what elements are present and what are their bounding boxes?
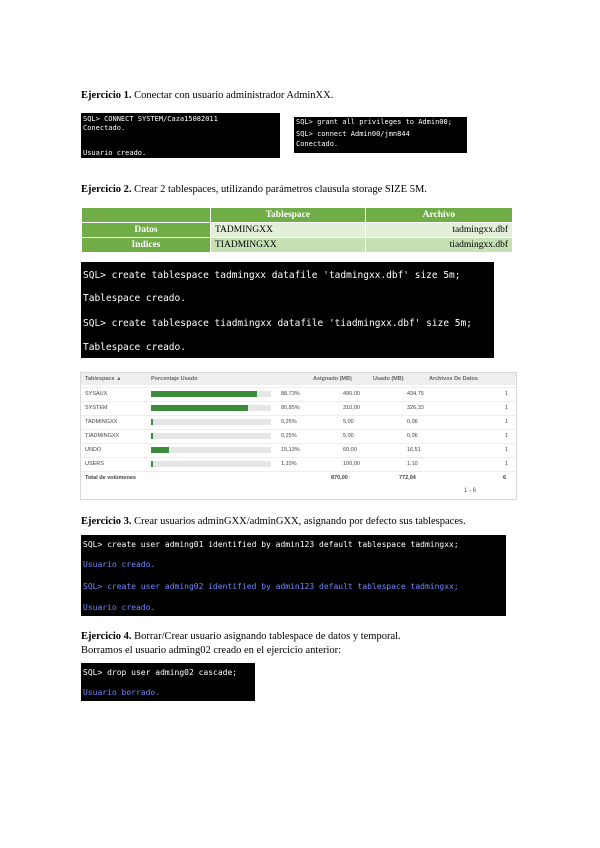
terminal-line: Usuario borrado. bbox=[83, 688, 161, 697]
terminal-line: SQL> drop user adming02 cascade; bbox=[83, 668, 238, 677]
used-mb: 16,51 bbox=[407, 447, 421, 453]
terminal-create-tablespaces bbox=[81, 262, 494, 358]
tablespace-link[interactable]: UNDO bbox=[85, 447, 102, 453]
usage-percent: 88,73% bbox=[281, 391, 300, 397]
tablespace-usage-panel bbox=[80, 372, 517, 500]
ejercicio-4-number: Ejercicio 4. bbox=[81, 631, 132, 642]
usage-row bbox=[81, 457, 516, 470]
usage-bar bbox=[151, 461, 271, 467]
datafile-count: 1 bbox=[505, 433, 509, 439]
row-label: Indices bbox=[82, 238, 211, 253]
ejercicio-2-heading bbox=[81, 183, 427, 196]
allocated-mb: 60,00 bbox=[343, 447, 357, 453]
usage-row bbox=[81, 387, 516, 400]
col-files[interactable]: Archivos De Datos bbox=[429, 376, 478, 382]
tablespace-link[interactable]: SYSAUX bbox=[85, 391, 108, 397]
pager[interactable]: 1 - 6 bbox=[463, 488, 476, 494]
usage-bar-fill bbox=[151, 461, 153, 467]
terminal-grant-admin bbox=[294, 117, 467, 153]
usage-percent: 1,10% bbox=[281, 461, 297, 467]
used-mb: 434,75 bbox=[407, 391, 424, 397]
usage-bar-fill bbox=[151, 419, 153, 425]
ejercicio-1-heading bbox=[81, 89, 333, 102]
ejercicio-3-text: Crear usuarios adminGXX/adminGXX, asignando por defecto sus tablespaces. bbox=[131, 516, 466, 527]
terminal-line: SQL> create tablespace tadmingxx datafile 'tadmingxx.dbf' size 5m; bbox=[83, 270, 461, 281]
terminal-drop-user bbox=[81, 663, 255, 701]
allocated-mb: 100,00 bbox=[343, 461, 360, 467]
ejercicio-1-text: Conectar con usuario administrador AdminXX. bbox=[131, 90, 334, 101]
usage-row bbox=[81, 443, 516, 456]
terminal-line: SQL> create user adming01 identified by admin123 default tablespace tadmingxx; bbox=[83, 540, 459, 549]
total-label: Total de volúmenes bbox=[85, 475, 136, 481]
usage-bar bbox=[151, 419, 271, 425]
terminal-line: SQL> connect Admin00/jmn844 bbox=[296, 130, 410, 138]
table-row bbox=[82, 223, 513, 238]
total-used: 772,04 bbox=[399, 475, 416, 481]
ejercicio-1-number: Ejercicio 1. bbox=[81, 90, 132, 101]
usage-bar-fill bbox=[151, 433, 153, 439]
terminal-line: Usuario creado. bbox=[83, 149, 147, 157]
usage-bar-fill bbox=[151, 391, 257, 397]
tablespace-link[interactable]: USERS bbox=[85, 461, 104, 467]
ejercicio-2-text: Crear 2 tablespaces, utilizando parámetros clausula storage SIZE 5M. bbox=[131, 184, 427, 195]
usage-total-row bbox=[81, 471, 516, 484]
allocated-mb: 5,00 bbox=[343, 433, 354, 439]
tablespace-link[interactable]: SYSTEM bbox=[85, 405, 108, 411]
total-alloc: 870,00 bbox=[331, 475, 348, 481]
datafile-count: 1 bbox=[505, 447, 509, 453]
table-row bbox=[82, 238, 513, 253]
terminal-line: Usuario creado. bbox=[83, 603, 156, 612]
terminal-line: SQL> create user adming02 identified by admin123 default tablespace tadmingxx; bbox=[83, 582, 459, 591]
datafile-count: 1 bbox=[505, 461, 509, 467]
col-pct[interactable]: Porcentaje Usado bbox=[151, 376, 198, 382]
ejercicio-4-subtext: Borramos el usuario adming02 creado en el ejercicio anterior: bbox=[81, 645, 342, 656]
header-tablespace: Tablespace bbox=[211, 208, 366, 223]
tablespace-table-header bbox=[82, 208, 513, 223]
terminal-connect-system bbox=[81, 113, 280, 158]
usage-percent: 0,25% bbox=[281, 419, 297, 425]
usage-row bbox=[81, 415, 516, 428]
ejercicio-3-number: Ejercicio 3. bbox=[81, 516, 132, 527]
used-mb: 1,10 bbox=[407, 461, 418, 467]
terminal-line: SQL> CONNECT SYSTEM/Caza15082011 bbox=[83, 115, 218, 123]
usage-row bbox=[81, 401, 516, 414]
used-mb: 0,06 bbox=[407, 419, 418, 425]
allocated-mb: 490,00 bbox=[343, 391, 360, 397]
ejercicio-4-heading bbox=[81, 630, 401, 643]
usage-bar-fill bbox=[151, 405, 248, 411]
usage-percent: 15,13% bbox=[281, 447, 300, 453]
usage-header bbox=[81, 373, 516, 385]
cell-tablespace: TADMINGXX bbox=[211, 223, 366, 238]
cell-file: tiadmingxx.dbf bbox=[365, 238, 512, 253]
allocated-mb: 310,00 bbox=[343, 405, 360, 411]
cell-tablespace: TIADMINGXX bbox=[211, 238, 366, 253]
terminal-line: Tablespace creado. bbox=[83, 293, 186, 304]
header-empty bbox=[82, 208, 211, 223]
terminal-line: Conectado. bbox=[296, 140, 339, 148]
usage-bar bbox=[151, 447, 271, 453]
usage-bar bbox=[151, 433, 271, 439]
terminal-line: Tablespace creado. bbox=[83, 342, 186, 353]
usage-percent: 80,85% bbox=[281, 405, 300, 411]
datafile-count: 1 bbox=[505, 391, 509, 397]
ejercicio-4-text: Borrar/Crear usuario asignando tablespace de datos y temporal. bbox=[131, 631, 401, 642]
tablespace-link[interactable]: TIADMINGXX bbox=[85, 433, 120, 439]
terminal-create-users bbox=[81, 535, 506, 616]
col-tablespace[interactable]: Tablespace ▲ bbox=[85, 376, 122, 382]
terminal-line: Usuario creado. bbox=[83, 560, 156, 569]
row-label: Datos bbox=[82, 223, 211, 238]
usage-percent: 0,25% bbox=[281, 433, 297, 439]
terminal-line: Conectado. bbox=[83, 124, 126, 132]
datafile-count: 1 bbox=[505, 405, 509, 411]
col-alloc[interactable]: Asignado (MB) bbox=[313, 376, 352, 382]
usage-row bbox=[81, 429, 516, 442]
tablespace-link[interactable]: TADMINGXX bbox=[85, 419, 118, 425]
total-files: 6 bbox=[503, 475, 507, 481]
allocated-mb: 5,00 bbox=[343, 419, 354, 425]
datafile-count: 1 bbox=[505, 419, 509, 425]
terminal-line: SQL> create tablespace tiadmingxx datafile 'tiadmingxx.dbf' size 5m; bbox=[83, 318, 472, 329]
terminal-line: SQL> grant all privileges to Admin00; bbox=[296, 118, 452, 126]
used-mb: 326,33 bbox=[407, 405, 424, 411]
col-used[interactable]: Usado (MB) bbox=[373, 376, 404, 382]
used-mb: 0,06 bbox=[407, 433, 418, 439]
ejercicio-2-number: Ejercicio 2. bbox=[81, 184, 132, 195]
tablespace-table bbox=[81, 207, 513, 253]
usage-bar bbox=[151, 391, 271, 397]
cell-file: tadmingxx.dbf bbox=[365, 223, 512, 238]
usage-bar-fill bbox=[151, 447, 169, 453]
usage-bar bbox=[151, 405, 271, 411]
header-archivo: Archivo bbox=[365, 208, 512, 223]
ejercicio-3-heading bbox=[81, 515, 466, 528]
